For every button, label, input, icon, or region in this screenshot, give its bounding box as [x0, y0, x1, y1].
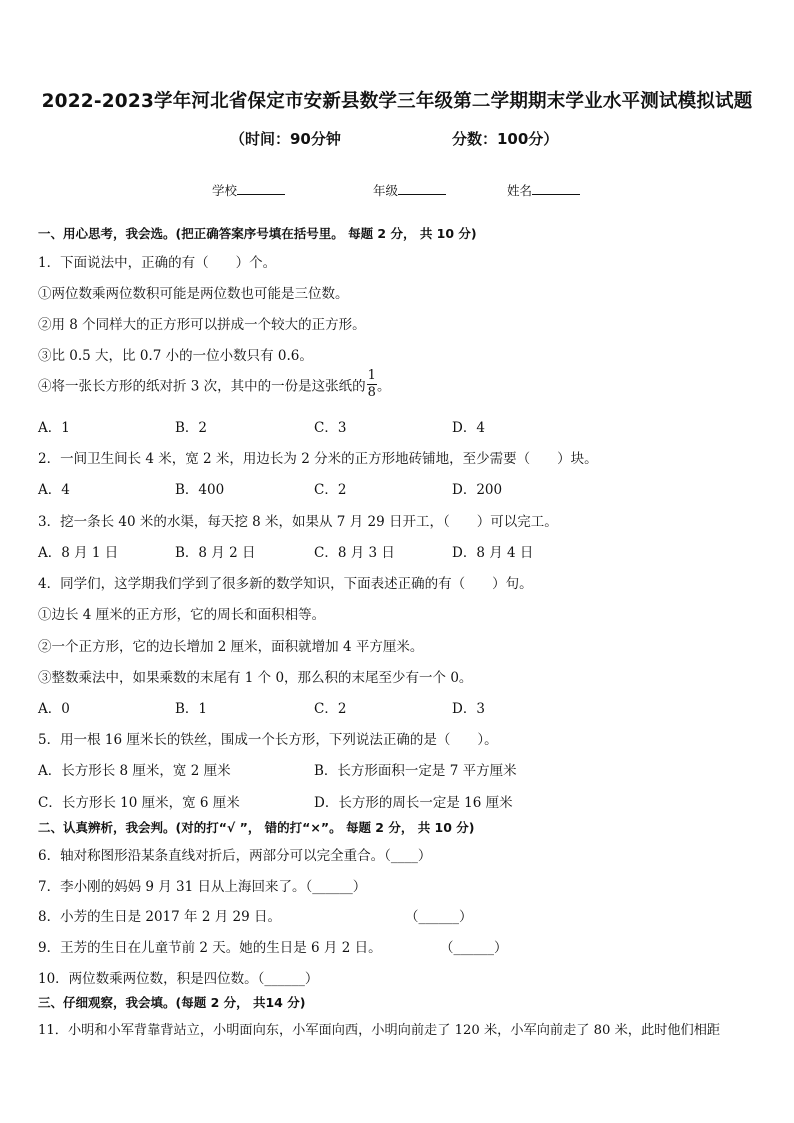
exam-title: 2022-2023学年河北省保定市安新县数学三年级第二学期期末学业水平测试模拟试题 [41, 91, 753, 112]
q5-option-c[interactable]: C．长方形长 10 厘米，宽 6 厘米 [38, 795, 240, 811]
q2-option-c[interactable]: C．2 [314, 482, 347, 498]
q3-option-c[interactable]: C．8 月 3 日 [314, 545, 395, 561]
q4-statement-2: ②一个正方形，它的边长增加 2 厘米，面积就增加 4 平方厘米。 [38, 639, 424, 655]
q5-option-a[interactable]: A．长方形长 8 厘米，宽 2 厘米 [38, 763, 231, 779]
q1-option-a[interactable]: A．1 [38, 420, 70, 436]
grade-blank[interactable] [398, 182, 446, 195]
grade-field[interactable] [373, 181, 446, 199]
q1-statement-4 [38, 368, 390, 401]
q1-statement-4-text: ④将一张长方形的纸对折 3 次，其中的一份是这张纸的 [38, 378, 366, 395]
q1-stem: 1．下面说法中，正确的有（ ）个。 [38, 255, 277, 271]
q5-option-b[interactable]: B．长方形面积一定是 7 平方厘米 [314, 763, 517, 779]
q4-statement-3: ③整数乘法中，如果乘数的末尾有 1 个 0，那么积的末尾至少有一个 0。 [38, 670, 473, 686]
q9-statement: 9．王芳的生日在儿童节前 2 天。她的生日是 6 月 2 日。 [38, 940, 382, 956]
q2-option-b[interactable]: B．400 [175, 482, 225, 498]
school-label: 学校 [212, 183, 238, 198]
fraction-one-eighth [367, 368, 377, 401]
total-score: 分数：100分） [452, 130, 559, 148]
q4-statement-1: ①边长 4 厘米的正方形，它的周长和面积相等。 [38, 607, 326, 623]
fraction-numerator: 1 [367, 368, 376, 383]
grade-label: 年级 [373, 183, 399, 198]
school-blank[interactable] [237, 182, 285, 195]
q4-option-d[interactable]: D．3 [452, 701, 485, 717]
q1-option-c[interactable]: C．3 [314, 420, 347, 436]
q1-statement-2: ②用 8 个同样大的正方形可以拼成一个较大的正方形。 [38, 317, 366, 333]
q1-statement-1: ①两位数乘两位数积可能是两位数也可能是三位数。 [38, 286, 349, 302]
q4-stem: 4．同学们，这学期我们学到了很多新的数学知识，下面表述正确的有（ ）句。 [38, 576, 533, 592]
q2-stem: 2．一间卫生间长 4 米，宽 2 米，用边长为 2 分米的正方形地砖铺地，至少需要（ ）块。 [38, 451, 598, 467]
q7-statement[interactable]: 7．李小刚的妈妈 9 月 31 日从上海回来了。（______） [38, 879, 367, 895]
q8-answer-blank[interactable]: （______） [405, 909, 473, 925]
q10-statement[interactable]: 10．两位数乘两位数，积是四位数。（______） [38, 971, 319, 987]
q4-option-b[interactable]: B．1 [175, 701, 208, 717]
q4-option-c[interactable]: C．2 [314, 701, 347, 717]
q3-option-b[interactable]: B．8 月 2 日 [175, 545, 256, 561]
q3-option-d[interactable]: D．8 月 4 日 [452, 545, 534, 561]
fraction-denominator: 8 [367, 385, 376, 400]
time-limit: （时间：90分钟 [230, 130, 341, 148]
q1-statement-4-end: 。 [376, 378, 391, 395]
q5-option-d[interactable]: D．长方形的周长一定是 16 厘米 [314, 795, 513, 811]
name-field[interactable] [507, 181, 580, 199]
q1-statement-3: ③比 0.5 大，比 0.7 小的一位小数只有 0.6。 [38, 348, 313, 364]
q5-stem: 5．用一根 16 厘米长的铁丝，围成一个长方形，下列说法正确的是（ ）。 [38, 732, 498, 748]
section-1-heading: 一、用心思考，我会选。(把正确答案序号填在括号里。 每题 2 分， 共 10 分) [38, 226, 477, 241]
q1-option-d[interactable]: D．4 [452, 420, 485, 436]
q2-option-d[interactable]: D．200 [452, 482, 503, 498]
q2-option-a[interactable]: A．4 [38, 482, 70, 498]
name-blank[interactable] [532, 182, 580, 195]
q6-statement[interactable]: 6．轴对称图形沿某条直线对折后，两部分可以完全重合。（____） [38, 848, 432, 864]
name-label: 姓名 [507, 183, 533, 198]
q1-option-b[interactable]: B．2 [175, 420, 208, 436]
q8-statement: 8．小芳的生日是 2017 年 2 月 29 日。 [38, 909, 281, 925]
q4-option-a[interactable]: A．0 [38, 701, 70, 717]
q3-stem: 3．挖一条长 40 米的水渠，每天挖 8 米，如果从 7 月 29 日开工，（ ）可以完工。 [38, 514, 558, 530]
section-3-heading: 三、仔细观察，我会填。(每题 2 分， 共14 分) [38, 995, 306, 1010]
school-field[interactable] [212, 181, 285, 199]
q3-option-a[interactable]: A．8 月 1 日 [38, 545, 119, 561]
section-2-heading: 二、认真辨析，我会判。(对的打“√ ”， 错的打“×”。 每题 2 分， 共 10 分) [38, 820, 475, 835]
q11-stem: 11．小明和小军背靠背站立，小明面向东，小军面向西，小明向前走了 120 米，小军向前走了 80 米，此时他们相距 [38, 1023, 721, 1038]
q9-answer-blank[interactable]: （______） [440, 940, 508, 956]
